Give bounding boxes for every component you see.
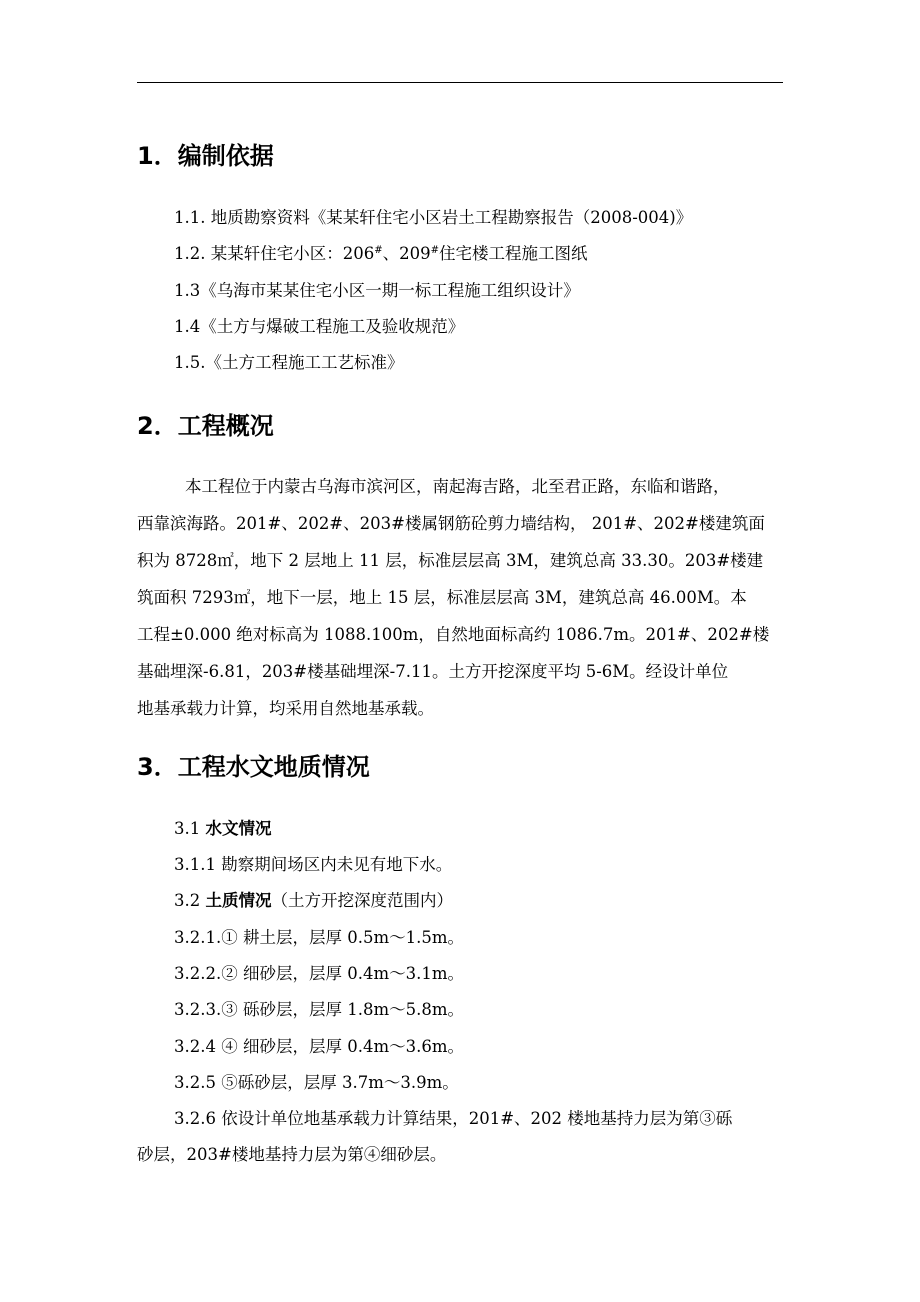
basis-item-2-tail: 住宅楼工程施工图纸 xyxy=(439,244,588,263)
overview-line-3: 积为 8728㎡，地下 2 层地上 11 层，标准层层高 3M，建筑总高 33.30。203#楼建 xyxy=(137,551,764,570)
basis-item-2-sup-1: # xyxy=(374,245,383,256)
overview-line-6: 基础埋深-6.81，203#楼基础埋深-7.11。土方开挖深度平均 5-6M。经设计单位 xyxy=(137,662,729,681)
section-1-heading xyxy=(137,141,274,171)
section-1-title: 编制依据 xyxy=(177,142,274,170)
soil-note: （土方开挖深度范围内） xyxy=(271,891,453,910)
bearing-layer-line-1: 3.2.6 依设计单位地基承载力计算结果，201#、202 楼地基持力层为第③砾 xyxy=(174,1109,733,1128)
basis-item-3: 1.3《乌海市某某住宅小区一期一标工程施工组织设计》 xyxy=(174,281,580,300)
soil-item-4: 3.2.4 ④ 细砂层，层厚 0.4m～3.6m。 xyxy=(174,1037,464,1056)
section-2-title: 工程概况 xyxy=(177,412,274,440)
section-3-title: 工程水文地质情况 xyxy=(177,753,370,781)
soil-item-1: 3.2.1.① 耕土层，层厚 0.5m～1.5m。 xyxy=(174,928,464,947)
hydrology-item-1: 3.1.1 勘察期间场区内未见有地下水。 xyxy=(174,855,453,874)
bearing-layer-line-2: 砂层，203#楼地基持力层为第④细砂层。 xyxy=(137,1145,447,1164)
basis-item-4: 1.4《土方与爆破工程施工及验收规范》 xyxy=(174,317,465,336)
overview-line-5: 工程±0.000 绝对标高为 1088.100m，自然地面标高约 1086.7m。201#、202#楼 xyxy=(137,625,770,644)
section-1-number: 1． xyxy=(137,142,178,170)
overview-line-7: 地基承载力计算，均采用自然地基承载。 xyxy=(137,699,434,718)
soil-item-5: 3.2.5 ⑤砾砂层，层厚 3.7m～3.9m。 xyxy=(174,1073,459,1092)
overview-line-1: 本工程位于内蒙古乌海市滨河区，南起海吉路，北至君正路，东临和谐路， xyxy=(185,477,730,496)
section-2-heading xyxy=(137,411,274,441)
section-2-number: 2． xyxy=(137,412,178,440)
overview-line-4: 筑面积 7293㎡，地下一层，地上 15 层，标准层层高 3M，建筑总高 46.00M。本 xyxy=(137,588,747,607)
overview-paragraph xyxy=(137,476,783,716)
section-3-heading xyxy=(137,752,370,782)
soil-title: 土质情况 xyxy=(205,891,272,910)
header-rule xyxy=(137,82,783,83)
basis-item-5: 1.5.《土方工程施工工艺标准》 xyxy=(174,353,404,372)
soil-number: 3.2 xyxy=(174,891,206,910)
hydrology-title: 水文情况 xyxy=(205,819,272,838)
basis-item-2-text: 1.2. 某某轩住宅小区：206 xyxy=(174,244,375,263)
soil-item-2: 3.2.2.② 细砂层，层厚 0.4m～3.1m。 xyxy=(174,964,464,983)
hydrology-heading xyxy=(174,818,272,840)
basis-item-2-sup-2: # xyxy=(430,245,440,256)
section-3-number: 3． xyxy=(137,753,178,781)
basis-item-2-mid: 、209 xyxy=(382,244,431,263)
hydrology-number: 3.1 xyxy=(174,819,206,838)
soil-item-3: 3.2.3.③ 砾砂层，层厚 1.8m～5.8m。 xyxy=(174,1000,464,1019)
overview-line-2: 西靠滨海路。201#、202#、203#楼属钢筋砼剪力墙结构， 201#、202#楼建筑面 xyxy=(137,514,765,533)
soil-heading xyxy=(174,890,453,912)
basis-item-2 xyxy=(174,243,588,265)
basis-item-1: 1.1. 地质勘察资料《某某轩住宅小区岩土工程勘察报告（2008-004)》 xyxy=(174,208,693,227)
